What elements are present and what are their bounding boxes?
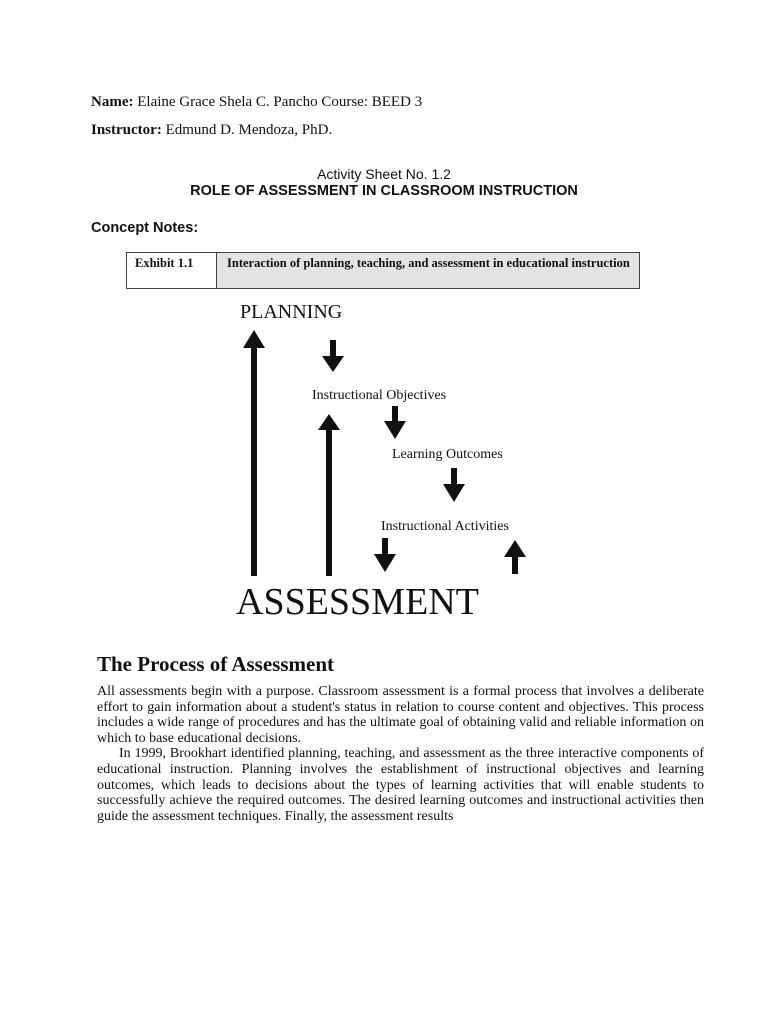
paragraph-1: All assessments begin with a purpose. Classroom assessment is a formal process that involves a deliberate effort to gain information about a student's status in relation to course content and objectives. This process includes a wide range of procedures and has the ultimate goal of obtaining valid and reliable information on which to base educational decisions. [97, 684, 704, 746]
instructor-line [91, 122, 332, 139]
name-value: Elaine Grace Shela C. Pancho Course: BEED 3 [137, 94, 423, 110]
instructor-value: Edmund D. Mendoza, PhD. [165, 122, 333, 138]
down-arrow-icon [374, 538, 396, 572]
up-arrow-icon [318, 414, 340, 576]
exhibit-caption-box [126, 252, 640, 289]
instructor-label: Instructor: [91, 122, 162, 138]
diagram-activities-label: Instructional Activities [381, 519, 509, 534]
diagram-planning-label: PLANNING [240, 301, 343, 323]
diagram-outcomes-label: Learning Outcomes [392, 447, 503, 462]
exhibit-caption: Interaction of planning, teaching, and assessment in educational instruction [227, 256, 630, 270]
down-arrow-icon [384, 406, 406, 439]
name-label: Name: [91, 94, 134, 110]
concept-notes-label: Concept Notes: [91, 220, 199, 236]
section-body [97, 684, 704, 824]
section-heading: The Process of Assessment [97, 652, 335, 676]
planning-assessment-diagram [200, 296, 560, 626]
activity-number: Activity Sheet No. 1.2 [317, 166, 451, 182]
exhibit-label: Exhibit 1.1 [127, 253, 217, 288]
paragraph-2: In 1999, Brookhart identified planning, teaching, and assessment as the three interactive components of educational instruction. Planning involves the establishment of instructional objectives and learning outcomes, which leads to decisions about the types of learning activities that will enable students to successfully achieve the required outcomes. The desired learning outcomes and instructional activities then guide the assessment techniques. Finally, the assessment results [97, 746, 704, 824]
diagram-objectives-label: Instructional Objectives [312, 388, 447, 403]
down-arrow-icon [322, 340, 344, 372]
diagram-assessment-label: ASSESSMENT [236, 581, 479, 623]
up-arrow-icon [504, 540, 526, 574]
down-arrow-icon [443, 468, 465, 502]
long-up-arrow-icon [243, 330, 265, 576]
name-line [91, 94, 422, 111]
activity-title: ROLE OF ASSESSMENT IN CLASSROOM INSTRUCTION [190, 183, 578, 199]
